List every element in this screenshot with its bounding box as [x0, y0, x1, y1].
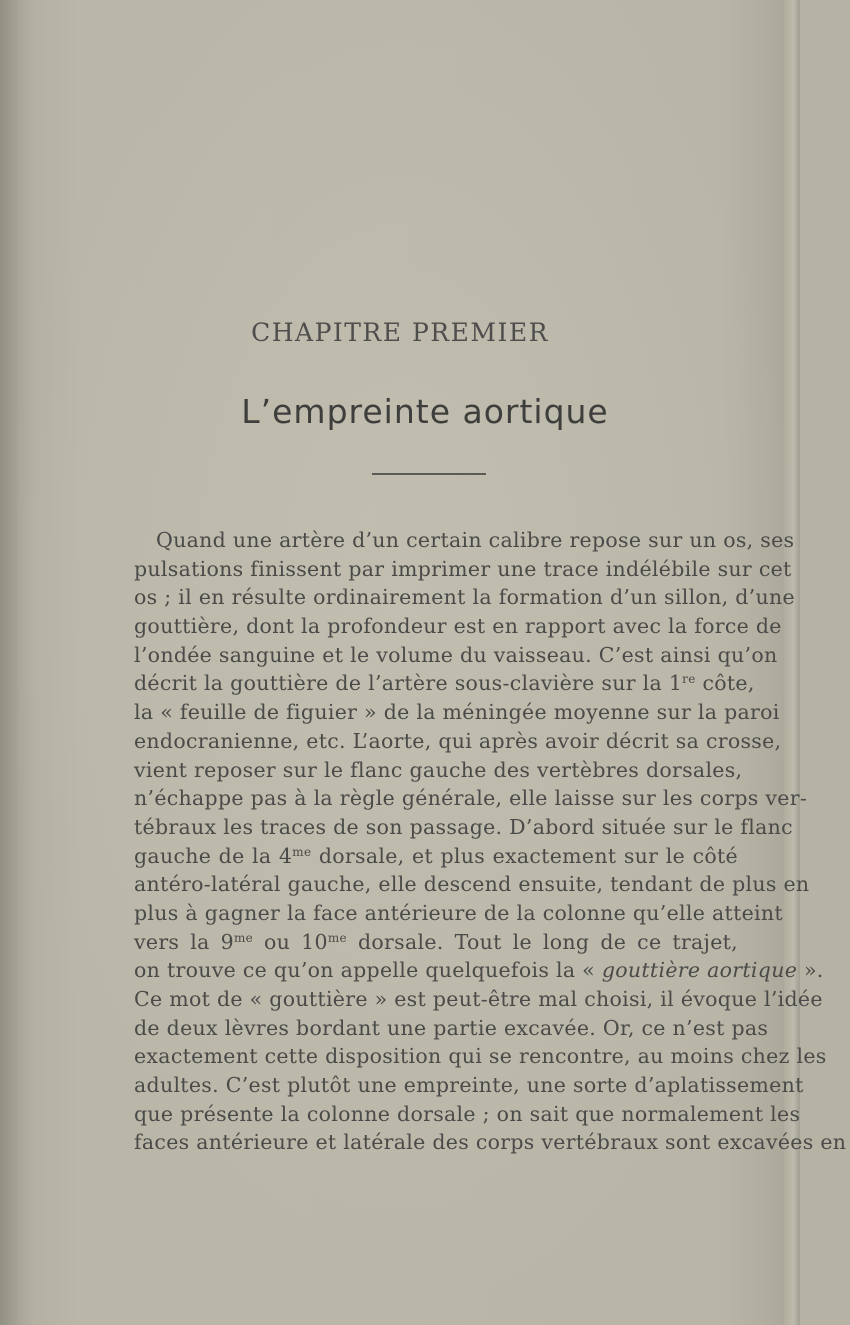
- text-line: de deux lèvres bordant une partie excavée. Or, ce n’est pas: [134, 1015, 769, 1040]
- text-line: faces antérieure et latérale des corps vertébraux sont excavées en: [134, 1130, 847, 1155]
- chapter-label: CHAPITRE PREMIER: [251, 318, 549, 347]
- text-line: pulsations finissent par imprimer une trace indélébile sur cet: [134, 556, 792, 581]
- text-line: vient reposer sur le flanc gauche des vertèbres dorsales,: [134, 757, 743, 782]
- page-left-edge: [0, 0, 18, 1325]
- text-line: gouttière, dont la profondeur est en rapport avec la force de: [134, 614, 782, 639]
- text-line: adultes. C’est plutôt une empreinte, une sorte d’aplatissement: [134, 1073, 804, 1098]
- text-line: vers la $9^{me}$ ou $10^{me}$ dorsale. Tout le long de ce trajet,: [134, 929, 738, 954]
- chapter-title: L’empreinte aortique: [241, 392, 609, 431]
- text-line: exactement cette disposition qui se rencontre, au moins chez les: [134, 1044, 827, 1069]
- text-line: gauche de la $4^{me}$ dorsale, et plus exactement sur le côté: [134, 843, 738, 868]
- text-line: on trouve ce qu’on appelle quelquefois la « gouttière aortique ».: [134, 958, 824, 983]
- page-right-edge: [784, 0, 800, 1325]
- text-line: la « feuille de figuier » de la méningée moyenne sur la paroi: [134, 700, 780, 725]
- italic-term: gouttière aortique: [601, 958, 798, 983]
- text-line: l’ondée sanguine et le volume du vaisseau. C’est ainsi qu’on: [134, 642, 778, 667]
- title-rule: [372, 473, 486, 475]
- text-line: que présente la colonne dorsale ; on sait que normalement les: [134, 1101, 801, 1126]
- text-line: Quand une artère d’un certain calibre repose sur un os, ses: [156, 528, 795, 552]
- text-line: Ce mot de « gouttière » est peut-être mal choisi, il évoque l’idée: [134, 987, 823, 1011]
- body-paragraph: [134, 526, 847, 1157]
- text-line: os ; il en résulte ordinairement la formation d’un sillon, d’une: [134, 585, 795, 610]
- text-line: n’échappe pas à la règle générale, elle laisse sur les corps ver-: [134, 786, 808, 811]
- text-line: antéro-latéral gauche, elle descend ensuite, tendant de plus en: [134, 872, 810, 897]
- text-line: décrit la gouttière de l’artère sous-clavière sur la 1re côte,: [134, 671, 755, 696]
- text-line: endocranienne, etc. L’aorte, qui après avoir décrit sa crosse,: [134, 728, 782, 753]
- text-line: tébraux les traces de son passage. D’abord située sur le flanc: [134, 814, 793, 839]
- text-line: plus à gagner la face antérieure de la colonne qu’elle atteint: [134, 900, 783, 925]
